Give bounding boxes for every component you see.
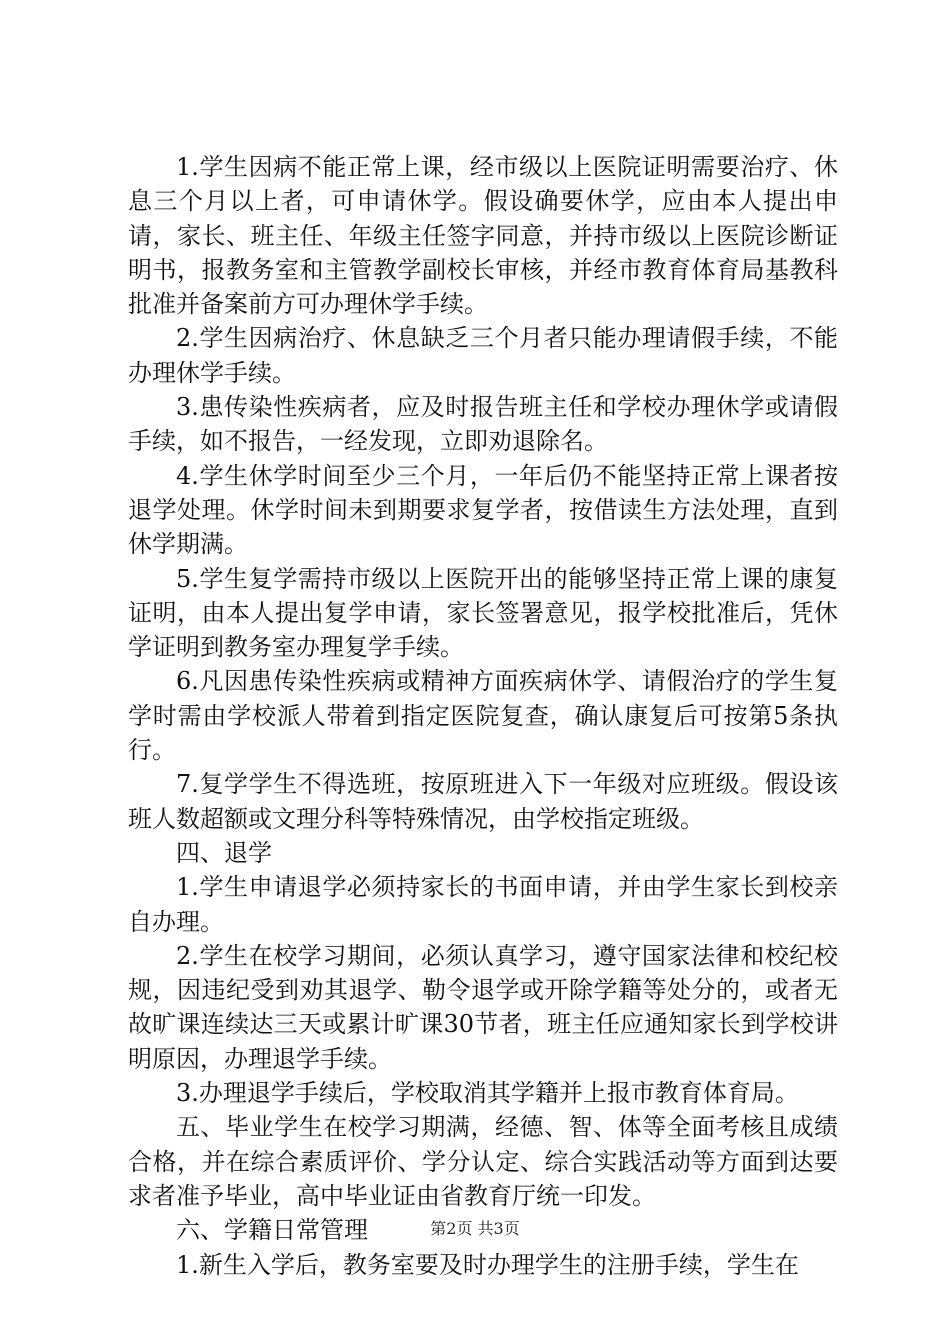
paragraph-withdrawal-2: 2.学生在校学习期间，必须认真学习，遵守国家法律和校纪校规，因违纪受到劝其退学、勒令退学或开除学籍等处分的，或者无故旷课连续达三天或累计旷课30节者，班主任应通知家长到学校讲明原因，办理退学手续。 [128, 941, 838, 1073]
paragraph-2: 2.学生因病治疗、休息缺乏三个月者只能办理请假手续，不能办理休学手续。 [128, 324, 838, 387]
paragraph-graduation: 五、毕业学生在校学习期满，经德、智、体等全面考核且成绩合格，并在综合素质评价、学分认定、综合实践活动等方面到达要求者准予毕业，高中毕业证由省教育厅统一印发。 [128, 1113, 838, 1210]
paragraph-1: 1.学生因病不能正常上课，经市级以上医院证明需要治疗、休息三个月以上者，可申请休学。假设确要休学，应由本人提出申请，家长、班主任、年级主任签字同意，并持市级以上医院诊断证明书，报教务室和主管教学副校长审核，并经市教育体育局基教科批准并备案前方可办理休学手续。 [128, 153, 838, 319]
paragraph-3: 3.患传染性疾病者，应及时报告班主任和学校办理休学或请假手续，如不报告，一经发现，立即劝退除名。 [128, 393, 838, 456]
paragraph-daily-management-1: 1.新生入学后，教务室要及时办理学生的注册手续，学生在 [176, 1250, 799, 1279]
paragraph-withdrawal-3: 3.办理退学手续后，学校取消其学籍并上报市教育体育局。 [176, 1079, 799, 1108]
paragraph-7: 7.复学学生不得选班，按原班进入下一年级对应班级。假设该班人数超额或文理分科等特殊情况，由学校指定班级。 [128, 770, 838, 833]
section-heading-withdrawal: 四、退学 [176, 838, 272, 867]
paragraph-4: 4.学生休学时间至少三个月，一年后仍不能坚持正常上课者按退学处理。休学时间未到期要求复学者，按借读生方法处理，直到休学期满。 [128, 461, 838, 559]
document-body [128, 150, 838, 1282]
paragraph-5: 5.学生复学需持市级以上医院开出的能够坚持正常上课的康复证明，由本人提出复学申请，家长签署意见，报学校批准后，凭休学证明到教务室办理复学手续。 [128, 564, 838, 662]
page-footer: 第2页 共3页 [430, 1219, 520, 1238]
paragraph-withdrawal-1: 1.学生申请退学必须持家长的书面申请，并由学生家长到校亲自办理。 [128, 873, 838, 936]
section-heading-daily-management: 六、学籍日常管理 [176, 1216, 368, 1245]
paragraph-6: 6.凡因患传染性疾病或精神方面疾病休学、请假治疗的学生复学时需由学校派人带着到指定医院复查，确认康复后可按第5条执行。 [128, 667, 838, 765]
